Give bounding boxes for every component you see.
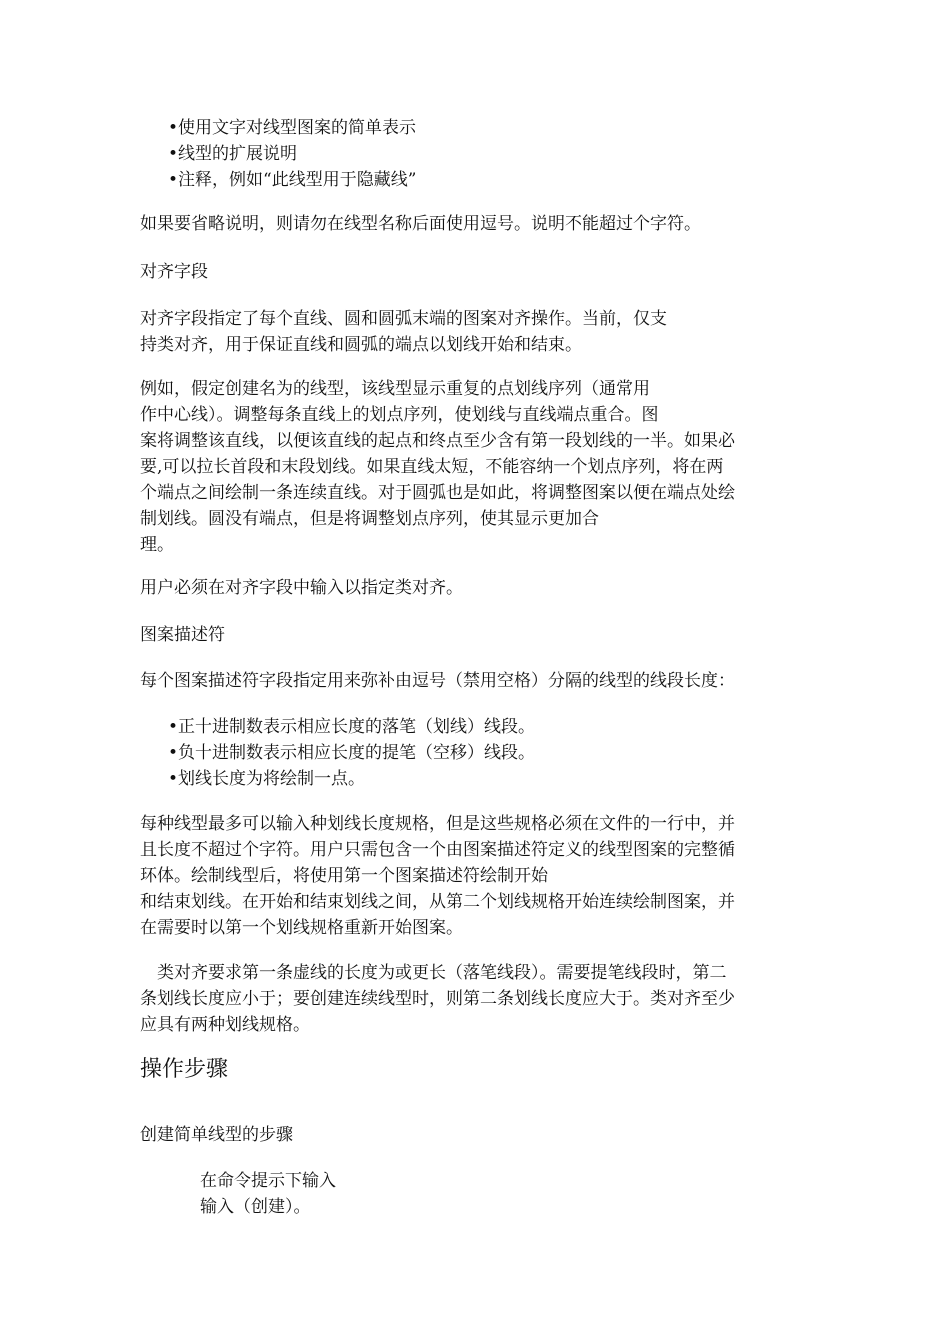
list-item: •注释，例如“此线型用于隐藏线” <box>168 170 417 190</box>
text-line: 和结束划线。在开始和结束划线之间，从第二个划线规格开始连续绘制图案，并 <box>140 892 735 912</box>
text-line: 条划线长度应小于；要创建连续线型时，则第二条划线长度应大于。类对齐至少 <box>140 989 735 1009</box>
text-line: 持类对齐，用于保证直线和圆弧的端点以划线开始和结束。 <box>140 335 582 355</box>
pattern-rule-list <box>168 714 535 792</box>
text-line: 案将调整该直线，以便该直线的起点和终点至少含有第一段划线的一半。如果必 <box>140 431 735 451</box>
text-line: 且长度不超过个字符。用户只需包含一个由图案描述符定义的线型图案的完整循 <box>140 840 735 860</box>
section-heading-pattern: 图案描述符 <box>140 625 225 645</box>
text-line: 理。 <box>140 535 174 555</box>
text-line: 例如，假定创建名为的线型，该线型显示重复的点划线序列（通常用 <box>140 379 650 399</box>
text-line: 应具有两种划线规格。 <box>140 1015 310 1035</box>
text-line: 要,可以拉长首段和末段划线。如果直线太短，不能容纳一个划点序列，将在两 <box>140 457 724 477</box>
list-item: •使用文字对线型图案的简单表示 <box>168 118 417 138</box>
text-line: 在需要时以第一个划线规格重新开始图案。 <box>140 918 463 938</box>
pattern-descriptor-paragraph: 每个图案描述符字段指定用来弥补由逗号（禁用空格）分隔的线型的线段长度： <box>140 671 735 691</box>
list-item: •正十进制数表示相应长度的落笔（划线）线段。 <box>168 717 536 737</box>
step-item: 输入（创建）。 <box>200 1197 311 1217</box>
subheading-create-linetype: 创建简单线型的步骤 <box>140 1125 293 1145</box>
step-item: 在命令提示下输入 <box>200 1171 336 1191</box>
user-must-paragraph: 用户必须在对齐字段中输入以指定类对齐。 <box>140 578 463 598</box>
section-heading-align: 对齐字段 <box>140 262 208 282</box>
omit-description-paragraph: 如果要省略说明，则请勿在线型名称后面使用逗号。说明不能超过个字符。 <box>140 214 701 234</box>
text-line: 制划线。圆没有端点，但是将调整划点序列，使其显示更加合 <box>140 509 599 529</box>
section-heading-steps: 操作步骤 <box>140 1057 229 1082</box>
list-item: •负十进制数表示相应长度的提笔（空移）线段。 <box>168 743 536 763</box>
spec-limit-paragraph <box>140 811 820 941</box>
list-item: •线型的扩展说明 <box>168 144 298 164</box>
text-line: 每种线型最多可以输入种划线长度规格，但是这些规格必须在文件的一行中，并 <box>140 814 735 834</box>
align-field-paragraph <box>140 306 820 358</box>
text-line: 个端点之间绘制一条连续直线。对于圆弧也是如此，将调整图案以便在端点处绘 <box>140 483 735 503</box>
text-line: 类对齐要求第一条虚线的长度为或更长（落笔线段）。需要提笔线段时，第二 <box>140 963 727 983</box>
text-line: 作中心线）。调整每条直线上的划点序列，使划线与直线端点重合。图 <box>140 405 659 425</box>
example-paragraph <box>140 376 820 558</box>
linetype-description-list <box>168 115 416 193</box>
step-list <box>200 1168 336 1220</box>
align-requirement-paragraph <box>140 960 820 1038</box>
text-line: 环体。绘制线型后，将使用第一个图案描述符绘制开始 <box>140 866 548 886</box>
text-line: 对齐字段指定了每个直线、圆和圆弧末端的图案对齐操作。当前，仅支 <box>140 309 667 329</box>
list-item: •划线长度为将绘制一点。 <box>168 769 366 789</box>
